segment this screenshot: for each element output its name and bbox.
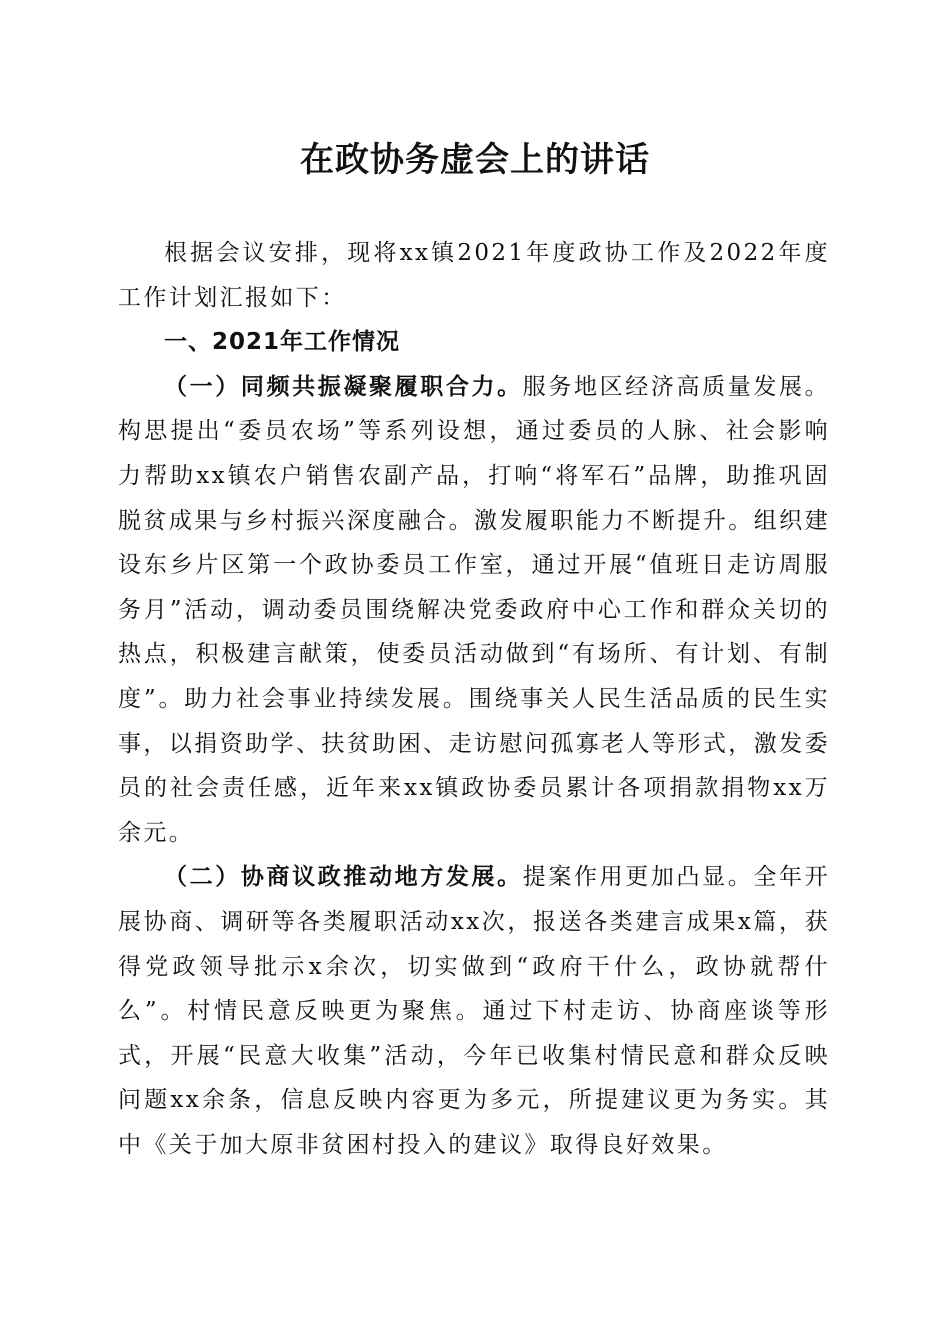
intro-paragraph: 根据会议安排，现将xx镇2021年度政协工作及2022年度工作计划汇报如下： — [118, 240, 830, 311]
paragraph-1 — [118, 365, 830, 856]
paragraph-1-heading: （一）同频共振凝聚履职合力。 — [164, 372, 523, 400]
document-title: 在政协务虚会上的讲话 — [300, 140, 650, 180]
paragraph-2 — [118, 855, 830, 1167]
section-1-heading: 一、2021年工作情况 — [164, 329, 401, 356]
document-body — [118, 231, 830, 1167]
paragraph-2-heading: （二）协商议政推动地方发展。 — [164, 863, 523, 891]
paragraph-1-text: 服务地区经济高质量发展。构思提出“委员农场”等系列设想，通过委员的人脉、社会影响力帮助xx镇农户销售农副产品，打响“将军石”品牌，助推巩固脱贫成果与乡村振兴深度融合。激发履职能力不断提升。组织建设东乡片区第一个政协委员工作室，通过开展“值班日走访周服务月”活动，调动委员围绕解决党委政府中心工作和群众关切的热点，积极建言献策，使委员活动做到“有场所、有计划、有制度”。助力社会事业持续发展。围绕事关人民生活品质的民生实事，以捐资助学、扶贫助困、走访慰问孤寡老人等形式，激发委员的社会责任感，近年来xx镇政协委员累计各项捐款捐物xx万余元。 — [118, 373, 830, 846]
paragraph-2-text: 提案作用更加凸显。全年开展协商、调研等各类履职活动xx次，报送各类建言成果x篇，获得党政领导批示x余次，切实做到“政府干什么，政协就帮什么”。村情民意反映更为聚焦。通过下村走访、协商座谈等形式，开展“民意大收集”活动，今年已收集村情民意和群众反映问题xx余条，信息反映内容更为多元，所提建议更为务实。其中《关于加大原非贫困村投入的建议》取得良好效果。 — [118, 864, 830, 1158]
